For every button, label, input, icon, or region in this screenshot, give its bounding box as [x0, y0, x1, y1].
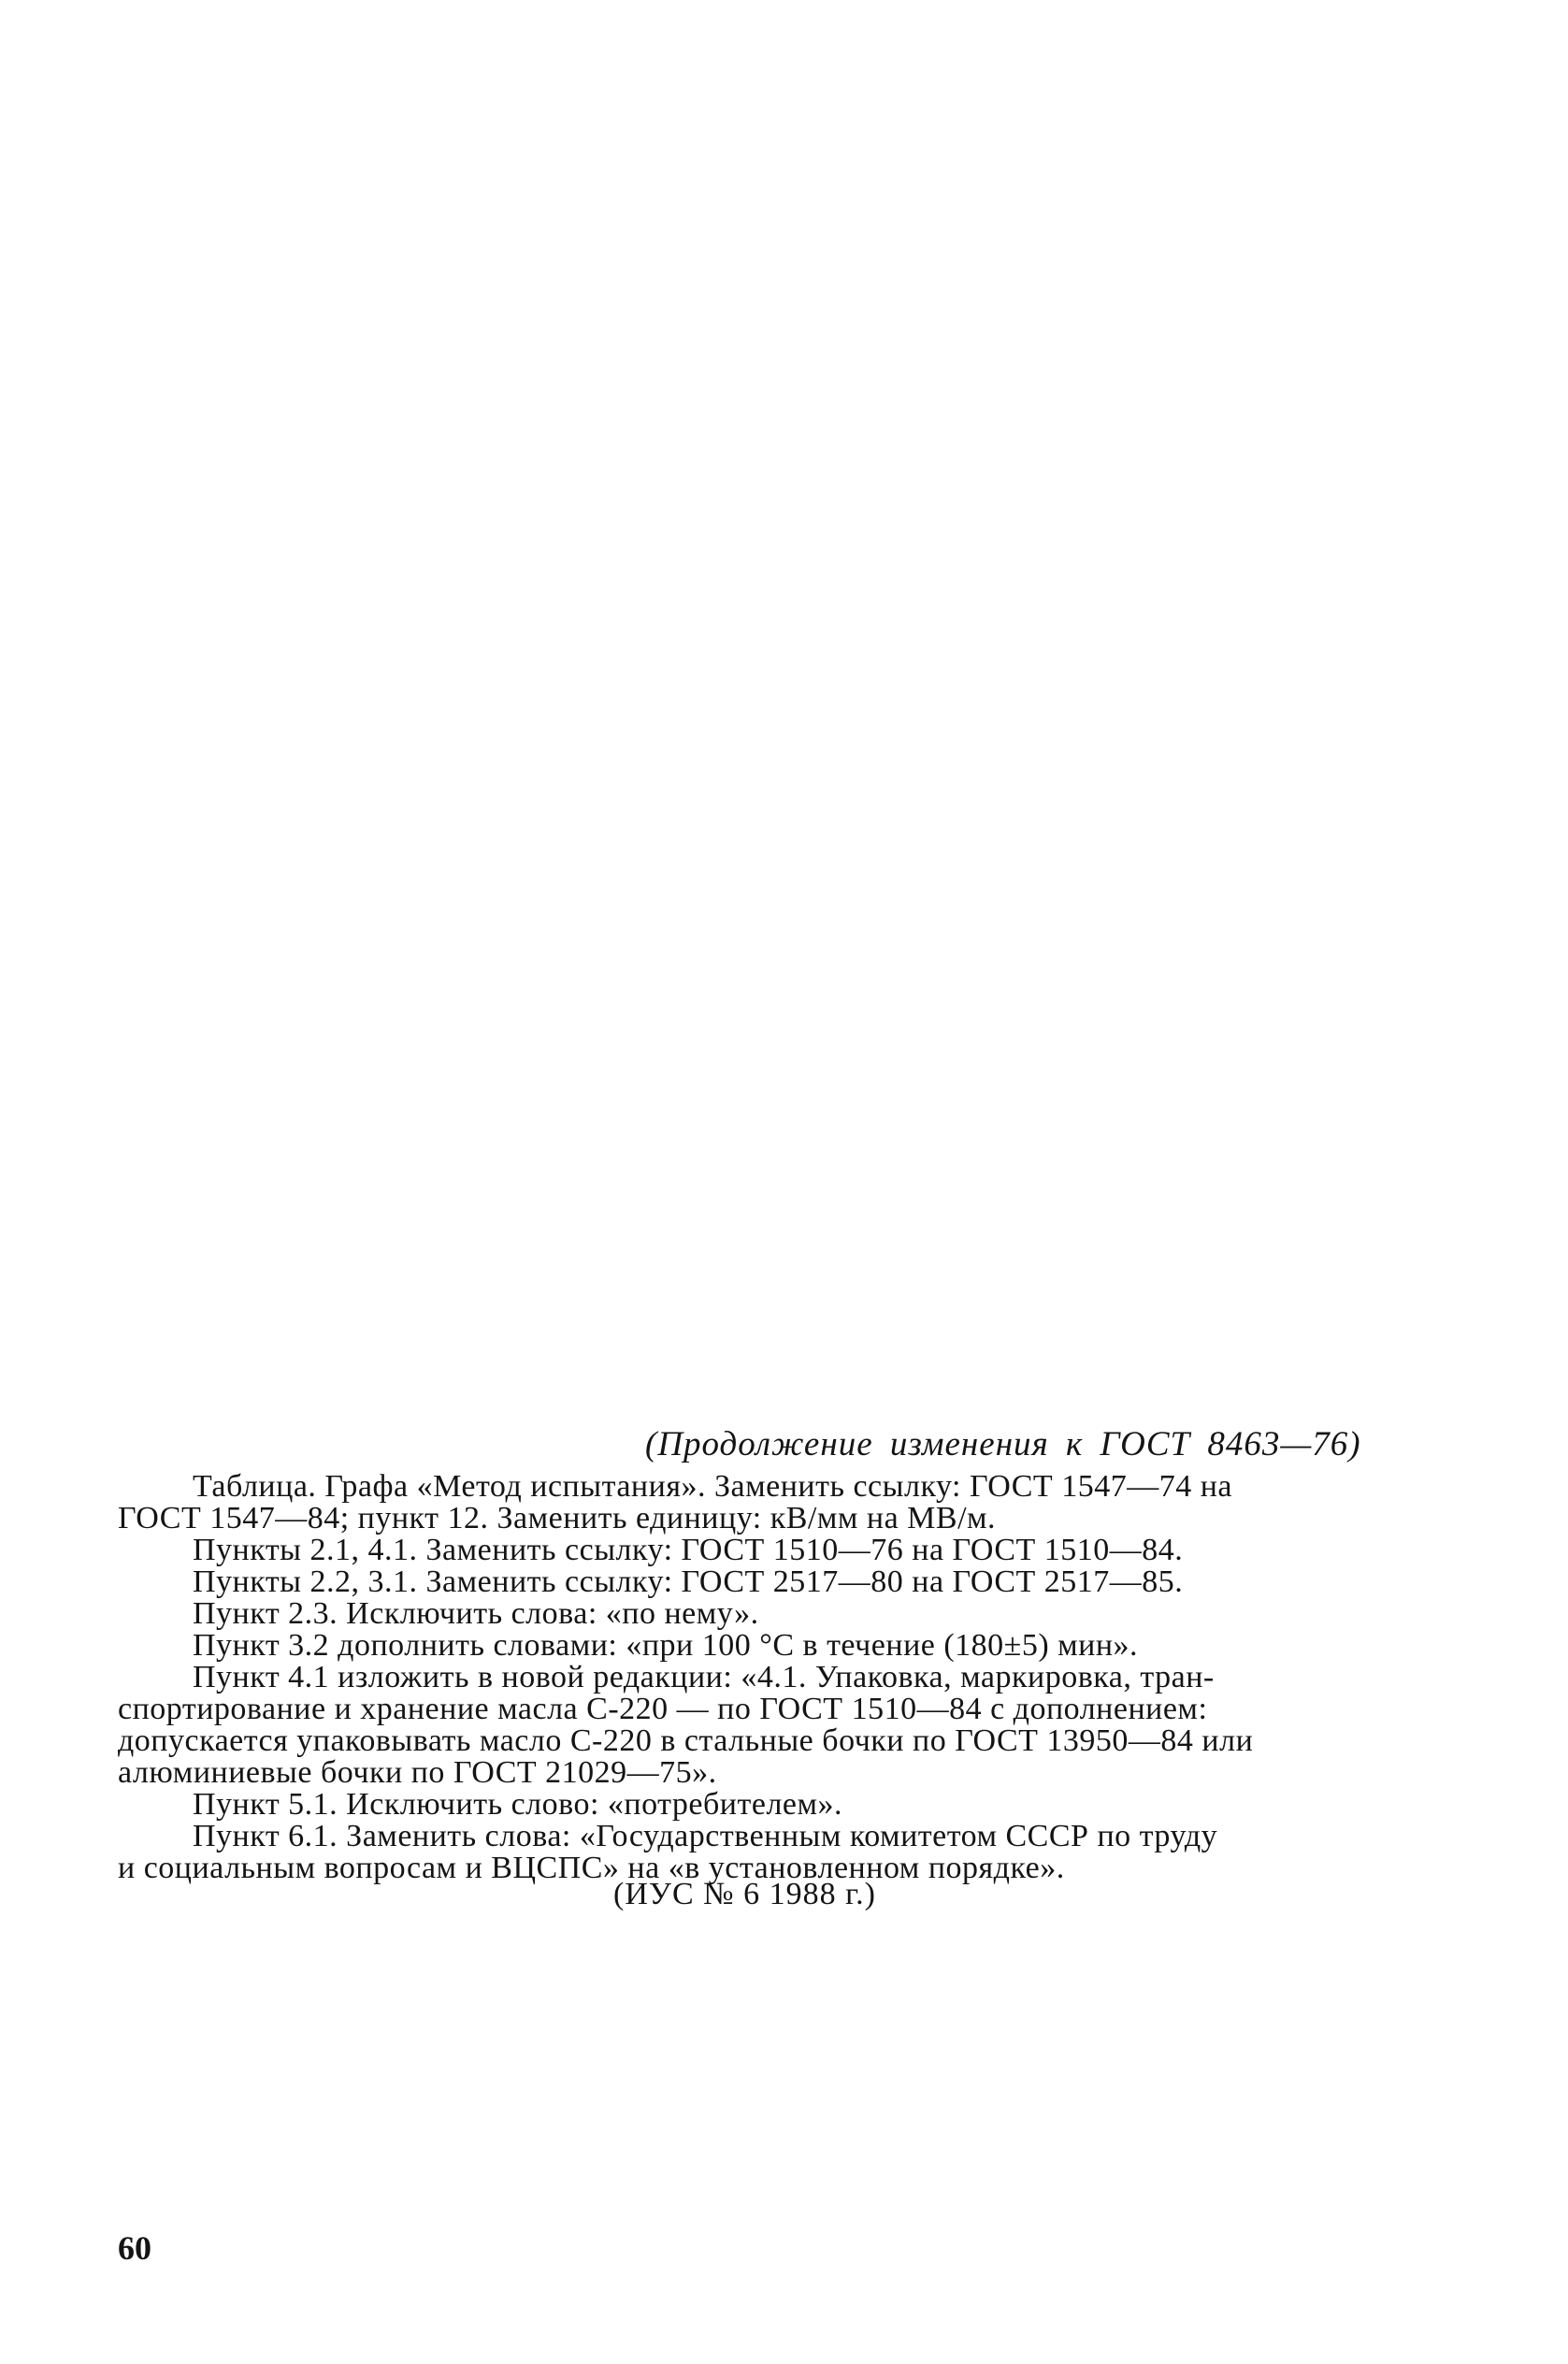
text-line-item-4-1-cont-2: допускается упаковывать масло С-220 в стальные бочки по ГОСТ 13950—84 или: [118, 1723, 1254, 1758]
text-line-item-6-1: Пункт 6.1. Заменить слова: «Государственным комитетом СССР по труду: [193, 1819, 1218, 1853]
text-line-items-2-1-4-1: Пункты 2.1, 4.1. Заменить ссылку: ГОСТ 1510—76 на ГОСТ 1510—84.: [193, 1533, 1184, 1567]
text-line-item-2-3: Пункт 2.3. Исключить слова: «по нему».: [193, 1596, 759, 1631]
text-line-items-2-2-3-1: Пункты 2.2, 3.1. Заменить ссылку: ГОСТ 2517—80 на ГОСТ 2517—85.: [193, 1564, 1184, 1599]
text-line-unit-change: ГОСТ 1547—84; пункт 12. Заменить единицу: кВ/мм на МВ/м.: [118, 1501, 997, 1535]
page-number: 60: [118, 2229, 151, 2267]
text-line-table-reference: Таблица. Графа «Метод испытания». Заменить ссылку: ГОСТ 1547—74 на: [193, 1469, 1232, 1504]
text-line-item-4-1-cont-3: алюминиевые бочки по ГОСТ 21029—75».: [118, 1755, 717, 1790]
text-line-item-5-1: Пункт 5.1. Исключить слово: «потребителем».: [193, 1787, 843, 1822]
source-reference: (ИУС № 6 1988 г.): [613, 1877, 876, 1911]
text-line-item-3-2: Пункт 3.2 дополнить словами: «при 100 °С в течение (180±5) мин».: [193, 1628, 1139, 1663]
text-line-item-6-1-cont: и социальным вопросам и ВЦСПС» на «в установленном порядке».: [118, 1851, 1065, 1885]
text-line-item-4-1: Пункт 4.1 изложить в новой редакции: «4.1. Упаковка, маркировка, тран-: [193, 1660, 1215, 1694]
continuation-heading: (Продолжение изменения к ГОСТ 8463—76): [645, 1425, 1361, 1463]
amendment-text: [118, 1471, 1427, 1884]
text-line-item-4-1-cont-1: спортирование и хранение масла С-220 — по ГОСТ 1510—84 с дополнением:: [118, 1692, 1208, 1726]
